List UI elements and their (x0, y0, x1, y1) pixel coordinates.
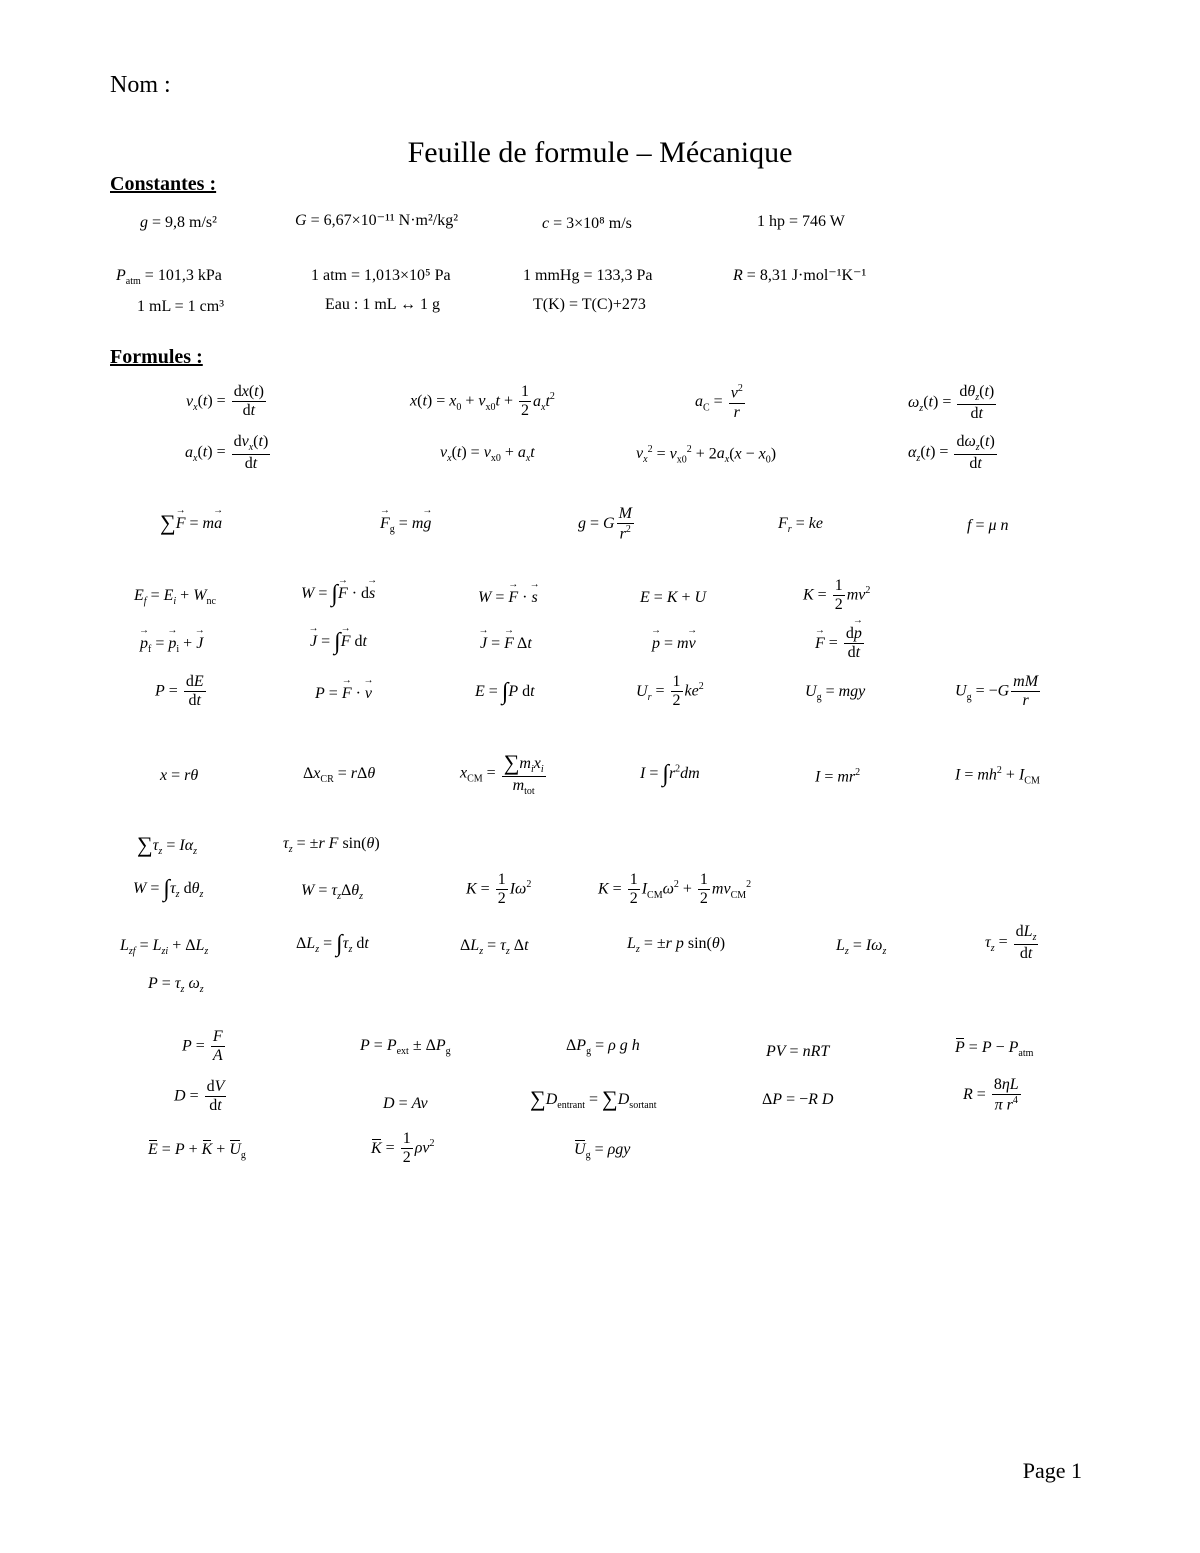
formula-angular-momentum-balance: $L_{zf} = L_{zi} + \Delta L_z$ (120, 937, 209, 958)
formula-newton-second: ∑→ F = m→ a (160, 512, 222, 534)
formula-elastic-potential: $U_r$ = $\frac{1}{2}$ $ke^2$ (636, 673, 704, 710)
const-eau: Eau : 1 mL ↔ 1 g (325, 296, 440, 313)
formula-impulse-momentum: → $p_f$ = → $p_i$ + → J (140, 636, 203, 655)
formula-continuity: $\sum D_{entrant} = \sum D_{sortant}$ (530, 1086, 657, 1112)
formula-poiseuille-pressure: ΔP = −R D (762, 1091, 834, 1108)
formula-parallel-axis: $I = mh^2 + I_{CM}$ (955, 765, 1040, 787)
formula-impulse: → J = → F Δt (480, 636, 532, 652)
formula-mechanical-energy: E = K + U (640, 589, 707, 606)
formula-power: P = → F · → v (315, 686, 372, 702)
formula-gravity-field: g = G $\frac{M}{r^2}$ (578, 505, 632, 543)
const-R: R = 8,31 J·mol⁻¹K⁻¹ (733, 267, 867, 284)
formula-arc-length: x = rθ (160, 767, 199, 784)
formula-pressure-sum: $P = P_{ext} \pm \Delta P_g$ (360, 1037, 451, 1058)
formula-rolling: $\Delta x_{CR} = r\Delta\theta$ (303, 765, 376, 786)
formula-acceleration-def: $a_x(t)$ = $\frac{dv_x(t)}{dt}$ (185, 433, 269, 472)
formula-rotational-work-integral: $W = \int\tau_z$ $d\theta_z$ (133, 876, 204, 902)
page-title: Feuille de formule – Mécanique (407, 136, 793, 169)
const-g: g = 9,8 m/s² (140, 214, 217, 231)
formula-bernoulli: $E = P + K + U_g$ (148, 1141, 246, 1162)
formula-centripetal: $a_C$ = $\frac{v^2}{r}$ (695, 383, 743, 421)
formula-gravitational-potential: $U_g$ = mgy (805, 683, 866, 704)
formula-velocity-def: $v_x(t)$ = $\frac{dx(t)}{dt}$ (186, 383, 264, 420)
formula-velocity-squared: $v_x^2 = v_{x0}^2 + 2a_x(x - x_0)$ (636, 444, 777, 466)
formula-pressure-def: P = $\frac{F}{A}$ (182, 1028, 223, 1065)
const-patm: $P_{atm} = 101,3$ kPa (116, 267, 222, 288)
formula-angular-impulse-integral: $\Delta L_z = \int\tau_z$ dt (296, 931, 369, 957)
const-atm: 1 atm = 1,013×10⁵ Pa (311, 267, 451, 284)
const-hp: 1 hp = 746 W (757, 213, 845, 230)
section-constantes: Constantes : (110, 173, 217, 195)
formula-center-of-mass: $x_{CM}$ = $\frac{\sum m_ix_i}{m_{tot}}$ (460, 750, 544, 797)
formula-flow-rate: D = Av (383, 1095, 428, 1112)
formula-rolling-kinetic: K = $\frac{1}{2}$ $I_{CM}\omega^2$ + $\frac{1}{2}$ $mv_{CM}^2$ (598, 871, 752, 908)
const-G: G = 6,67×10⁻¹¹ N·m²/kg² (295, 212, 459, 229)
formula-ideal-gas: PV = nRT (766, 1043, 830, 1060)
page-number: Page 1 (1022, 1458, 1082, 1483)
name-label: Nom : (110, 72, 171, 98)
const-ml: 1 mL = 1 cm³ (137, 298, 224, 315)
formula-position: $x(t) = x_0 + v_{x0}t$ + $\frac{1}{2}$ $a_xt^2$ (410, 383, 555, 420)
formula-resistance: R = $\frac{8\eta L}{\pi r^4}$ (963, 1076, 1019, 1114)
formula-rotational-kinetic: K = $\frac{1}{2}$ $I\omega^2$ (466, 871, 532, 908)
formula-rotational-work: $W = \tau_z\Delta\theta_z$ (301, 882, 364, 903)
formula-torque: $\tau_z = \pm r$ F sin(θ) (283, 835, 380, 856)
const-temp: T(K) = T(C)+273 (533, 296, 646, 313)
formula-force-momentum: → F = $\frac{d\to p}{dt}$ (815, 625, 866, 663)
formula-rotational-newton: $\sum\tau_z = I\alpha_z$ (137, 832, 197, 858)
formula-flow-rate-def: D = $\frac{dV}{dt}$ (174, 1078, 225, 1115)
formula-impulse-integral: → J = ∫→ F dt (310, 630, 367, 654)
formula-spring-force: $F_r$ = ke (778, 515, 823, 536)
formula-angular-momentum: $L_z = I\omega_z$ (836, 937, 887, 958)
formula-universal-potential: $U_g = -G$ $\frac{mM}{r}$ (955, 673, 1039, 710)
formula-power-def: P = $\frac{dE}{dt}$ (155, 673, 204, 710)
formula-inertia-integral: $I = \int r^2dm$ (640, 761, 700, 787)
const-c: c = 3×10⁸ m/s (542, 215, 632, 232)
formula-work-integral: W = ∫→ F · d→ s (301, 582, 375, 606)
formula-kinetic-energy: K = $\frac{1}{2}$ $mv^2$ (803, 577, 871, 614)
formula-angular-acceleration: $\alpha_z(t)$ = $\frac{d\omega_z(t)}{dt}$ (908, 433, 995, 472)
formula-energy-integral: E = ∫P dt (475, 679, 535, 705)
formula-angular-velocity: $\omega_z(t)$ = $\frac{d\theta_z(t)}{dt}$ (908, 383, 995, 422)
formula-kinetic-density: K = $\frac{1}{2}$ $\rho v^2$ (371, 1130, 435, 1167)
formula-velocity-time: $v_x(t) = v_{x0} + a_xt$ (440, 444, 535, 465)
formula-torque-momentum: $\tau_z$ = $\frac{dL_z}{dt}$ (985, 923, 1037, 962)
formula-rotational-power: $P = \tau_z$ $\omega_z$ (148, 975, 204, 996)
formula-weight: → $F_g = m\to g$ (380, 516, 431, 535)
formula-hydrostatic: $\Delta P_g = \rho$ g h (566, 1037, 640, 1058)
formula-friction: f = μ n (967, 517, 1009, 534)
formula-potential-density: $U_g = \rho gy$ (574, 1141, 631, 1162)
formula-angular-impulse: $\Delta L_z = \tau_z$ Δt (460, 937, 529, 958)
formula-point-inertia: $I = mr^2$ (815, 767, 861, 786)
formula-gauge-pressure: $P = P - P_{atm}$ (955, 1039, 1034, 1060)
formula-angular-momentum-point: $L_z = \pm r$ p sin(θ) (627, 935, 726, 956)
const-mmhg: 1 mmHg = 133,3 Pa (523, 267, 653, 284)
formula-momentum: → p = m→ v (652, 636, 696, 652)
section-formules: Formules : (110, 346, 203, 368)
formula-energy-balance: $E_f = E_i + W_{nc}$ (134, 587, 216, 608)
formula-work: W = → F · → s (478, 590, 538, 606)
